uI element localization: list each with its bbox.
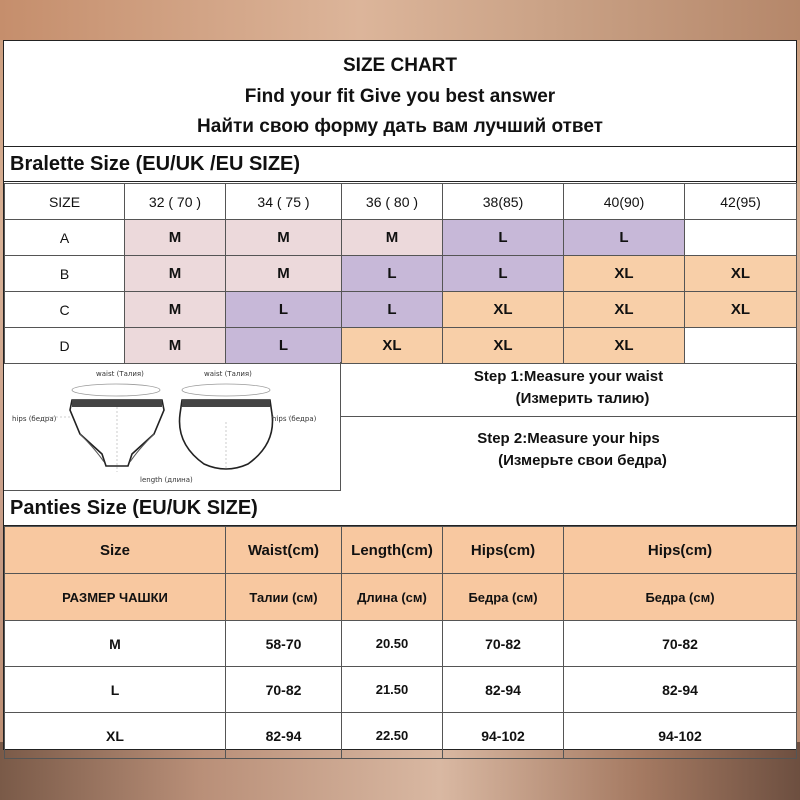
hips-label-left: hips (бедра) — [12, 415, 57, 423]
bralette-size-cell: M — [342, 220, 443, 256]
briefs-illustration — [4, 362, 340, 490]
step-2-text-en: Step 2:Measure your hips — [477, 430, 660, 447]
measurement-steps — [341, 362, 796, 490]
size-chart-sheet — [3, 40, 797, 750]
panties-header-row-ru — [5, 574, 797, 621]
panties-cell: 21.50 — [342, 667, 443, 713]
bralette-size-cell — [685, 220, 797, 256]
chart-subtitle-ru: Найти свою форму дать вам лучший ответ — [197, 116, 603, 137]
panties-row — [5, 713, 797, 759]
bralette-size-table — [4, 183, 797, 364]
panties-header-row-en — [5, 527, 797, 574]
bralette-band-header: 34 ( 75 ) — [226, 184, 342, 220]
panties-cell: 70-82 — [226, 667, 342, 713]
bralette-size-cell: XL — [443, 328, 564, 364]
bralette-header-row — [5, 184, 797, 220]
bralette-band-header: 42(95) — [685, 184, 797, 220]
panties-cell: 82-94 — [564, 667, 797, 713]
panties-header-cell-ru: Бедра (см) — [564, 574, 797, 621]
panties-cell: 20.50 — [342, 621, 443, 667]
bralette-size-cell: XL — [685, 256, 797, 292]
panties-header-cell-ru: РАЗМЕР ЧАШКИ — [5, 574, 226, 621]
chart-subtitle-en: Find your fit Give you best answer — [244, 86, 556, 107]
panties-cell: XL — [5, 713, 226, 759]
panties-header-cell: Size — [5, 527, 226, 574]
bralette-band-header: 40(90) — [564, 184, 685, 220]
bralette-size-cell: L — [342, 292, 443, 328]
step-1 — [341, 366, 796, 417]
bralette-cup-label: C — [5, 292, 125, 328]
bralette-size-cell: XL — [564, 292, 685, 328]
panties-cell: 82-94 — [443, 667, 564, 713]
bralette-row — [5, 328, 797, 364]
panties-header-cell: Hips(cm) — [443, 527, 564, 574]
panties-row — [5, 621, 797, 667]
bralette-size-cell: L — [226, 292, 342, 328]
bralette-size-cell: XL — [564, 256, 685, 292]
panties-cell: L — [5, 667, 226, 713]
panties-header-cell: Hips(cm) — [564, 527, 797, 574]
panties-row — [5, 667, 797, 713]
bralette-cup-label: A — [5, 220, 125, 256]
bralette-size-cell: L — [564, 220, 685, 256]
panties-header-cell: Length(cm) — [342, 527, 443, 574]
bralette-size-cell: M — [125, 292, 226, 328]
waist-label-left: waist (Талия) — [96, 370, 144, 378]
panties-cell: M — [5, 621, 226, 667]
panties-header-cell-ru: Бедра (см) — [443, 574, 564, 621]
panties-cell: 94-102 — [443, 713, 564, 759]
waist-label-right: waist (Талия) — [204, 370, 252, 378]
bralette-size-cell: L — [443, 256, 564, 292]
panties-section-title: Panties Size (EU/UK SIZE) — [4, 490, 796, 526]
measurement-diagram — [4, 362, 341, 491]
bralette-size-cell: XL — [564, 328, 685, 364]
bralette-size-cell: M — [125, 256, 226, 292]
panties-cell: 82-94 — [226, 713, 342, 759]
bralette-size-cell — [685, 328, 797, 364]
bralette-size-cell: M — [125, 220, 226, 256]
step-1-text-en: Step 1:Measure your waist — [473, 368, 664, 385]
bralette-size-cell: L — [443, 220, 564, 256]
step-2-text-ru: (Измерьте свои бедра) — [498, 452, 667, 469]
step-1-text-ru: (Измерить талию) — [515, 390, 650, 407]
panties-header-cell-ru: Талии (см) — [226, 574, 342, 621]
step-2 — [341, 428, 796, 488]
bralette-row — [5, 256, 797, 292]
panties-size-table — [4, 526, 797, 759]
bralette-cup-label: B — [5, 256, 125, 292]
bralette-size-cell: XL — [342, 328, 443, 364]
bralette-size-cell: M — [125, 328, 226, 364]
bralette-row — [5, 220, 797, 256]
bralette-band-header: 38(85) — [443, 184, 564, 220]
bralette-size-cell: XL — [443, 292, 564, 328]
bralette-band-header: 36 ( 80 ) — [342, 184, 443, 220]
panties-cell: 22.50 — [342, 713, 443, 759]
bralette-size-cell: L — [226, 328, 342, 364]
panties-header-cell: Waist(cm) — [226, 527, 342, 574]
bralette-size-cell: L — [342, 256, 443, 292]
bralette-row — [5, 292, 797, 328]
bralette-cup-label: D — [5, 328, 125, 364]
length-label: length (длина) — [140, 476, 193, 484]
panties-cell: 70-82 — [564, 621, 797, 667]
bralette-size-header: SIZE — [5, 184, 125, 220]
bralette-size-cell: M — [226, 256, 342, 292]
hips-label-right: hips (бедра) — [272, 415, 317, 423]
bralette-band-header: 32 ( 70 ) — [125, 184, 226, 220]
chart-header — [4, 41, 796, 147]
bralette-size-cell: XL — [685, 292, 797, 328]
panties-cell: 58-70 — [226, 621, 342, 667]
background-photo-top — [0, 0, 800, 40]
chart-title: SIZE CHART — [343, 55, 457, 76]
bralette-section-title: Bralette Size (EU/UK /EU SIZE) — [4, 146, 796, 182]
panties-cell: 94-102 — [564, 713, 797, 759]
bralette-size-cell: M — [226, 220, 342, 256]
panties-cell: 70-82 — [443, 621, 564, 667]
panties-header-cell-ru: Длина (см) — [342, 574, 443, 621]
